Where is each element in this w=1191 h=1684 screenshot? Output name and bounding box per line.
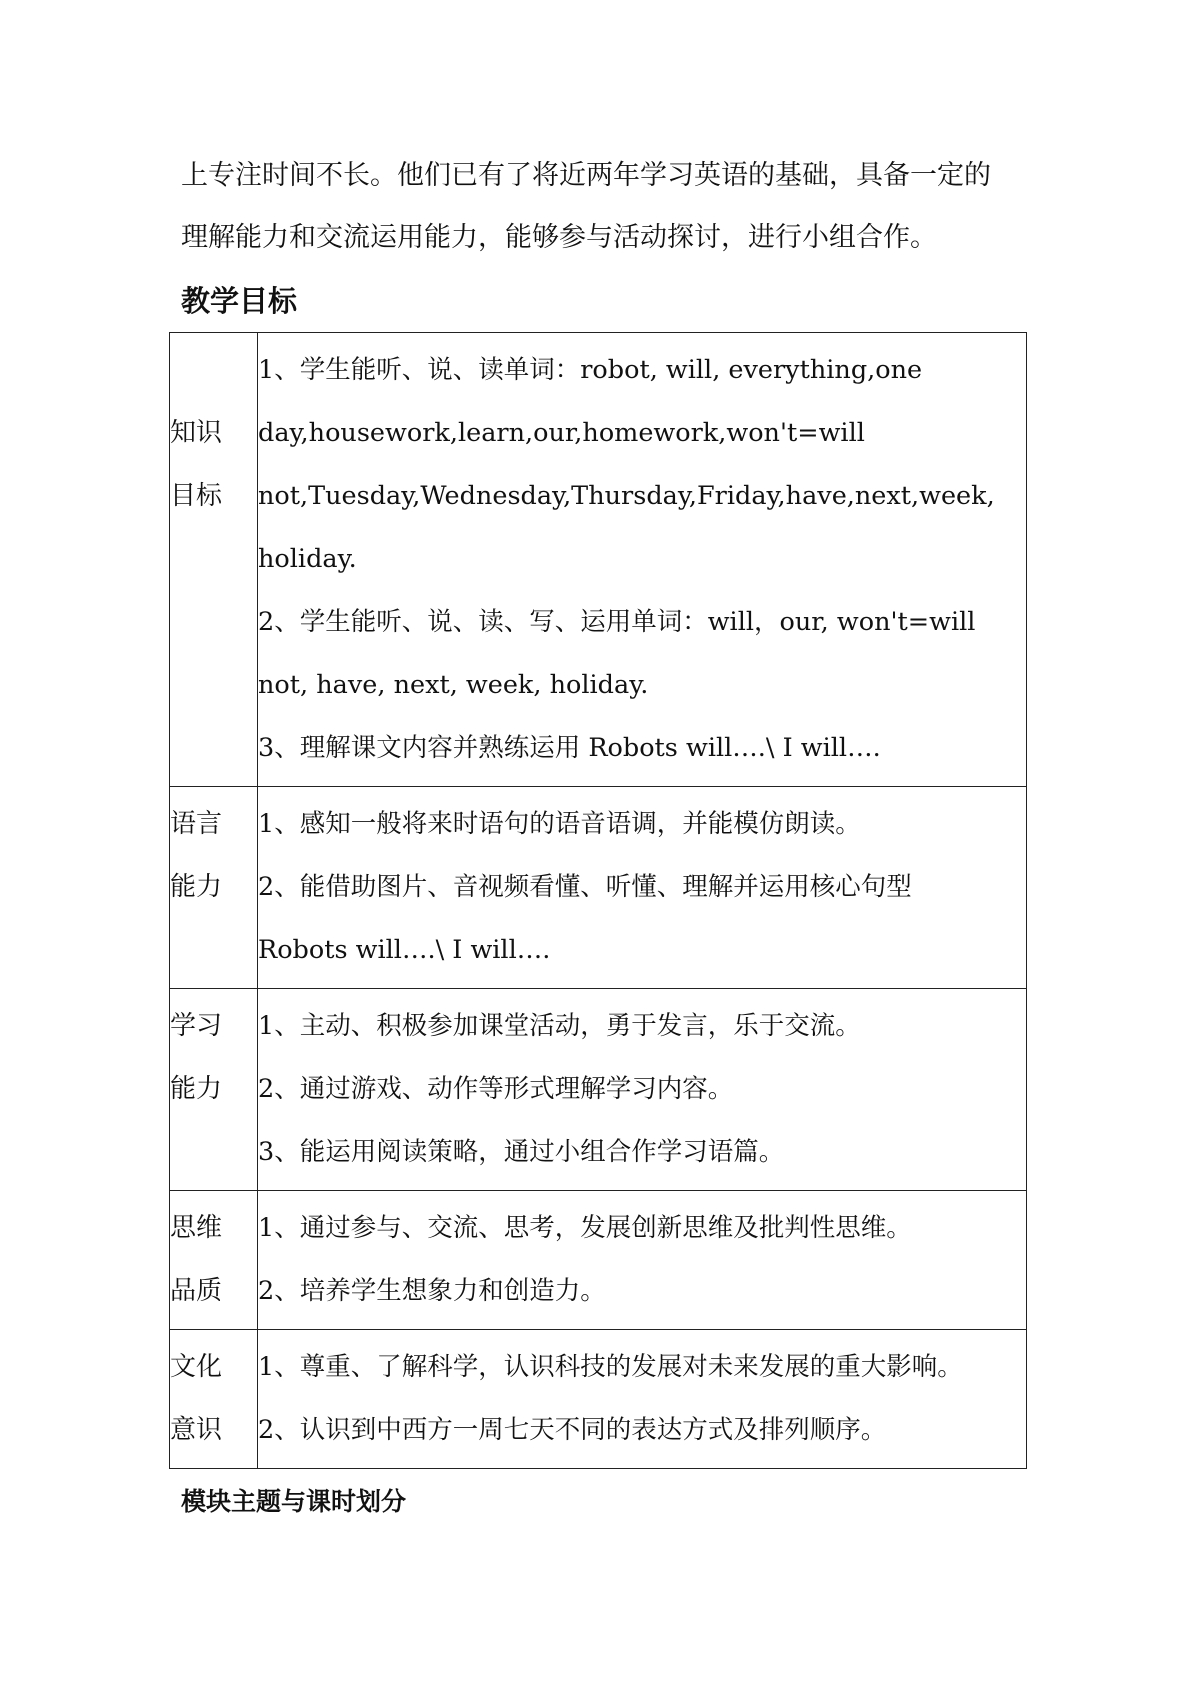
objective-line: holiday. <box>258 544 357 574</box>
category-cell <box>170 989 258 1191</box>
objective-line: 1、主动、积极参加课堂活动，勇于发言，乐于交流。 <box>258 1011 861 1041</box>
objectives-row-knowledge <box>170 333 1027 787</box>
intro-paragraph-line-2: 理解能力和交流运用能力，能够参与活动探讨，进行小组合作。 <box>181 222 937 253</box>
objective-items-cell <box>258 1191 1027 1330</box>
objective-items-cell <box>258 787 1027 989</box>
objective-line: 2、培养学生想象力和创造力。 <box>258 1276 606 1306</box>
objective-line: 1、感知一般将来时语句的语音语调，并能模仿朗读。 <box>258 809 861 839</box>
objectives-row-language <box>170 787 1027 989</box>
objective-items-cell <box>258 989 1027 1191</box>
objectives-row-thinking <box>170 1191 1027 1330</box>
intro-paragraph-line-1: 上专注时间不长。他们已有了将近两年学习英语的基础，具备一定的 <box>181 160 991 191</box>
module-topic-heading: 模块主题与课时划分 <box>181 1487 407 1516</box>
category-label: 目标 <box>170 481 223 511</box>
objective-items-cell <box>258 333 1027 787</box>
teaching-objectives-heading: 教学目标 <box>181 284 298 318</box>
category-label: 意识 <box>170 1415 223 1445</box>
category-cell <box>170 1330 258 1469</box>
objectives-table <box>169 332 1027 1469</box>
objective-line: 3、能运用阅读策略，通过小组合作学习语篇。 <box>258 1137 785 1167</box>
category-cell <box>170 333 258 787</box>
category-label: 文化 <box>170 1352 223 1382</box>
objective-line: 2、通过游戏、动作等形式理解学习内容。 <box>258 1074 734 1104</box>
category-label: 语言 <box>170 809 223 839</box>
objective-line: Robots will….\ I will…. <box>258 935 551 965</box>
category-cell <box>170 787 258 989</box>
objectives-row-learning <box>170 989 1027 1191</box>
objective-line: 1、学生能听、说、读单词：robot, will, everything,one <box>258 355 923 385</box>
objective-line: day,housework,learn,our,homework,won't=will <box>258 418 865 448</box>
category-label: 思维 <box>170 1213 223 1243</box>
objective-items-cell <box>258 1330 1027 1469</box>
category-label: 学习 <box>170 1011 223 1041</box>
objective-line: 1、通过参与、交流、思考，发展创新思维及批判性思维。 <box>258 1213 912 1243</box>
category-cell <box>170 1191 258 1330</box>
objective-line: 2、认识到中西方一周七天不同的表达方式及排列顺序。 <box>258 1415 887 1445</box>
category-label: 品质 <box>170 1276 223 1306</box>
objective-line: 3、理解课文内容并熟练运用 Robots will….\ I will…. <box>258 733 881 763</box>
objective-line: not, have, next, week, holiday. <box>258 670 649 700</box>
objective-line: not,Tuesday,Wednesday,Thursday,Friday,have,next,week, <box>258 481 995 511</box>
objective-line: 1、尊重、了解科学，认识科技的发展对未来发展的重大影响。 <box>258 1352 963 1382</box>
objectives-row-culture <box>170 1330 1027 1469</box>
objective-line: 2、学生能听、说、读、写、运用单词：will，our, won't=will <box>258 607 976 637</box>
category-label: 能力 <box>170 872 223 902</box>
objective-line: 2、能借助图片、音视频看懂、听懂、理解并运用核心句型 <box>258 872 912 902</box>
category-label: 知识 <box>170 418 223 448</box>
category-label: 能力 <box>170 1074 223 1104</box>
